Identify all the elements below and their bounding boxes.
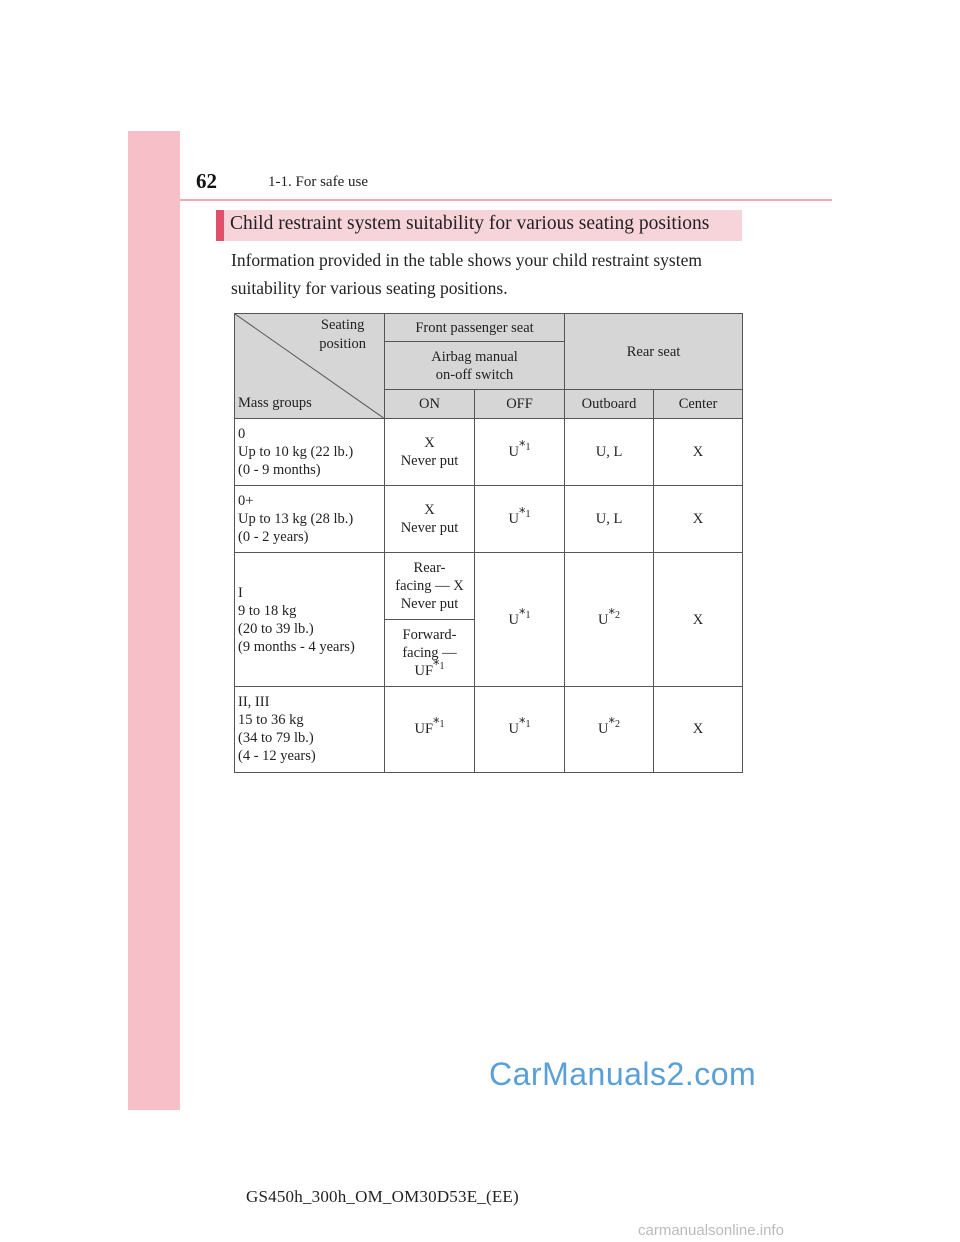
asterisk: * <box>519 439 526 455</box>
footnote-ref: 2 <box>615 719 620 731</box>
col-outboard-header: Outboard <box>565 390 654 419</box>
on-rear-line: Never put <box>400 596 459 613</box>
off-value: U <box>508 444 519 461</box>
mass-line: (0 - 2 years) <box>238 529 309 546</box>
mass-line: Up to 10 kg (22 lb.) <box>238 444 354 461</box>
airbag-switch-header <box>385 342 565 390</box>
asterisk: * <box>608 606 615 622</box>
heading-text: Child restraint system suitability for various seating positions <box>230 213 710 234</box>
off-value: U <box>508 721 519 738</box>
on-fwd-value: UF <box>414 662 434 679</box>
header-rule <box>180 199 832 201</box>
outboard-value: U <box>598 611 609 628</box>
off-cell <box>475 486 565 553</box>
intro-paragraph: Information provided in the table shows your child restraint system suitability for various seating positions. <box>231 250 702 298</box>
footer-model-code: GS450h_300h_OM_OM30D53E_(EE) <box>246 1187 519 1206</box>
mass-line: Up to 13 kg (28 lb.) <box>238 511 354 528</box>
outboard-cell: U, L <box>565 486 654 553</box>
mass-group-cell <box>235 553 385 686</box>
front-passenger-seat-header: Front passenger seat <box>385 314 565 342</box>
footnote-ref: 1 <box>525 719 531 731</box>
col-center-header: Center <box>654 390 743 419</box>
heading-bar <box>216 210 742 241</box>
on-note: Never put <box>400 520 459 537</box>
asterisk: * <box>608 716 615 732</box>
col-off-header: OFF <box>475 390 565 419</box>
asterisk: * <box>519 506 526 522</box>
mass-line: (0 - 9 months) <box>238 462 321 479</box>
page-number: 62 <box>196 169 217 193</box>
outboard-cell: U, L <box>565 419 654 486</box>
seating-label-line1: Seating <box>320 317 365 333</box>
off-value: U <box>508 511 519 528</box>
center-cell: X <box>654 686 743 772</box>
footnote-ref: 1 <box>439 719 445 731</box>
on-rear-line: facing — X <box>395 578 464 595</box>
mass-line: 0+ <box>238 493 254 510</box>
center-cell: X <box>654 419 743 486</box>
asterisk: * <box>433 716 440 732</box>
off-cell <box>475 553 565 686</box>
on-cell <box>385 419 475 486</box>
mass-line: (20 to 39 lb.) <box>238 620 314 637</box>
off-cell <box>475 419 565 486</box>
on-value: X <box>424 502 435 519</box>
outboard-cell <box>565 553 654 686</box>
suitability-table <box>234 313 743 773</box>
seating-position-label <box>319 316 366 354</box>
col-on-header: ON <box>385 390 475 419</box>
on-cell <box>385 486 475 553</box>
on-rear-facing-cell <box>385 553 475 619</box>
table-row <box>235 486 743 553</box>
on-fwd-line: facing — <box>402 644 457 661</box>
airbag-line1: Airbag manual <box>431 348 518 365</box>
asterisk: * <box>519 716 526 732</box>
mass-groups-label: Mass groups <box>238 395 312 412</box>
seating-label-line2: position <box>319 336 366 352</box>
on-cell <box>385 686 475 772</box>
center-cell: X <box>654 486 743 553</box>
mass-group-cell <box>235 686 385 772</box>
mass-group-cell <box>235 419 385 486</box>
watermark-bottom: carmanualsonline.info <box>638 1222 784 1239</box>
mass-line: 9 to 18 kg <box>238 602 297 619</box>
off-value: U <box>508 611 519 628</box>
table-row <box>235 686 743 772</box>
mass-line: (9 months - 4 years) <box>238 638 355 655</box>
mass-line: I <box>238 584 243 601</box>
mass-line: (4 - 12 years) <box>238 748 316 765</box>
footnote-ref: 1 <box>439 660 445 672</box>
mass-line: II, III <box>238 694 270 711</box>
corner-header-cell <box>235 314 385 419</box>
table-row <box>235 419 743 486</box>
heading-accent <box>216 210 224 241</box>
on-value: X <box>424 435 435 452</box>
center-cell: X <box>654 553 743 686</box>
mass-line: 15 to 36 kg <box>238 712 304 729</box>
airbag-line2: on-off switch <box>435 366 514 383</box>
table-row <box>235 553 743 619</box>
on-fwd-line: Forward- <box>402 626 457 643</box>
on-forward-facing-cell <box>385 619 475 686</box>
on-note: Never put <box>400 453 459 470</box>
asterisk: * <box>433 657 440 673</box>
on-value: UF <box>414 721 434 738</box>
on-rear-line: Rear- <box>413 560 446 577</box>
mass-line: (34 to 79 lb.) <box>238 730 314 747</box>
mass-group-cell <box>235 486 385 553</box>
off-cell <box>475 686 565 772</box>
side-tab <box>128 131 180 1110</box>
footnote-ref: 2 <box>615 609 620 621</box>
footnote-ref: 1 <box>525 609 531 621</box>
outboard-value: U <box>598 721 609 738</box>
footnote-ref: 1 <box>525 442 531 454</box>
section-title: 1-1. For safe use <box>268 174 368 190</box>
footnote-ref: 1 <box>525 509 531 521</box>
outboard-cell <box>565 686 654 772</box>
asterisk: * <box>519 606 526 622</box>
mass-line: 0 <box>238 426 246 443</box>
watermark-logo: CarManuals2.com <box>489 1056 757 1092</box>
rear-seat-header: Rear seat <box>565 314 743 390</box>
